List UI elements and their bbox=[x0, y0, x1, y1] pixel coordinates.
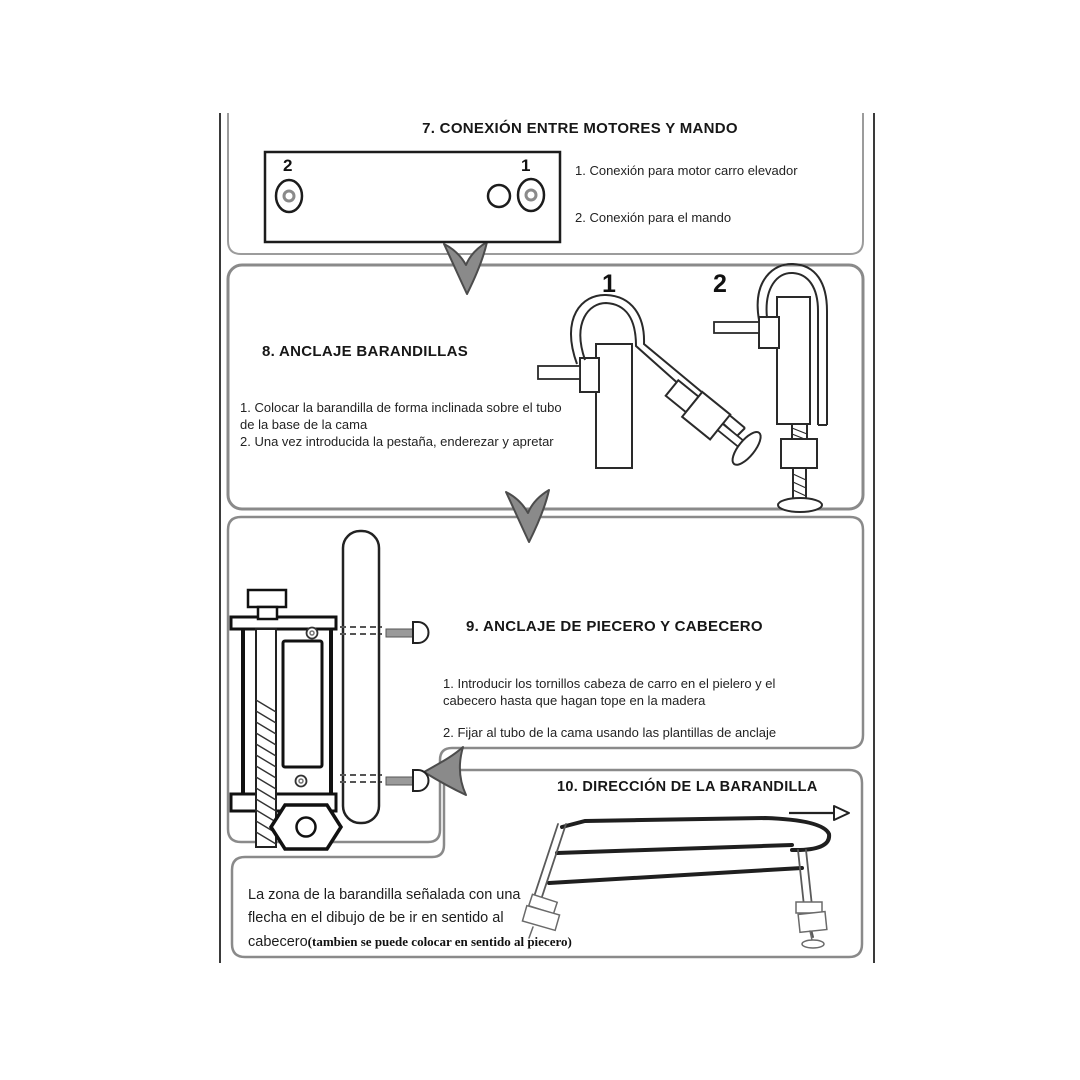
clamp-top-bolt bbox=[248, 590, 286, 607]
section10-note-line3 bbox=[248, 930, 572, 954]
section8-instruction-line3: 2. Una vez introducida la pestaña, enderezar y apretar bbox=[240, 434, 554, 449]
section7-title: 7. CONEXIÓN ENTRE MOTORES Y MANDO bbox=[422, 120, 738, 137]
figure1-label: 1 bbox=[602, 270, 616, 298]
clamp-threaded-rod bbox=[256, 629, 276, 847]
connector-panel-figure bbox=[265, 152, 560, 242]
bed-rail-figure bbox=[522, 818, 829, 948]
section9-instruction-line1: 1. Introducir los tornillos cabeza de carro en el pielero y el bbox=[443, 676, 776, 691]
section9-title: 9. ANCLAJE DE PIECERO Y CABECERO bbox=[466, 618, 763, 635]
clamp-figure bbox=[231, 531, 382, 849]
section10-note-line2: flecha en el dibujo de be ir en sentido al bbox=[248, 910, 504, 926]
section8-instruction-line2: de la base de la cama bbox=[240, 417, 368, 432]
section8-title: 8. ANCLAJE BARANDILLAS bbox=[262, 343, 469, 360]
hex-nut bbox=[271, 805, 341, 849]
section8-instruction-line1: 1. Colocar la barandilla de forma inclinada sobre el tubo bbox=[240, 400, 562, 415]
section10-title: 10. DIRECCIÓN DE LA BARANDILLA bbox=[557, 779, 818, 795]
right-rail-clamp bbox=[796, 902, 827, 948]
carriage-screws bbox=[386, 622, 429, 791]
down-arrow-1 bbox=[444, 242, 487, 294]
note-parenthetical: (tambien se puede colocar en sentido al piecero) bbox=[307, 934, 572, 949]
flow-arrows bbox=[424, 242, 549, 795]
rail-slat bbox=[343, 531, 379, 823]
section7-item1: 1. Conexión para motor carro elevador bbox=[575, 163, 798, 178]
figure2-label: 2 bbox=[713, 270, 727, 298]
rail-hook-figure-1 bbox=[538, 295, 765, 469]
section10-note-line1: La zona de la barandilla señalada con una bbox=[248, 887, 521, 903]
section9-instruction-line2: cabecero hasta que hagan tope en la madera bbox=[443, 693, 706, 708]
connector-label-1: 1 bbox=[521, 156, 531, 175]
direction-arrow bbox=[789, 806, 849, 820]
note-cabecero: cabecero bbox=[248, 934, 308, 950]
connector-label-2: 2 bbox=[283, 156, 293, 175]
clamp-window bbox=[283, 641, 322, 767]
section9-instruction-line3: 2. Fijar al tubo de la cama usando las plantillas de anclaje bbox=[443, 725, 777, 740]
rail-hook-figure-2 bbox=[714, 264, 827, 512]
section7-item2: 2. Conexión para el mando bbox=[575, 210, 732, 225]
